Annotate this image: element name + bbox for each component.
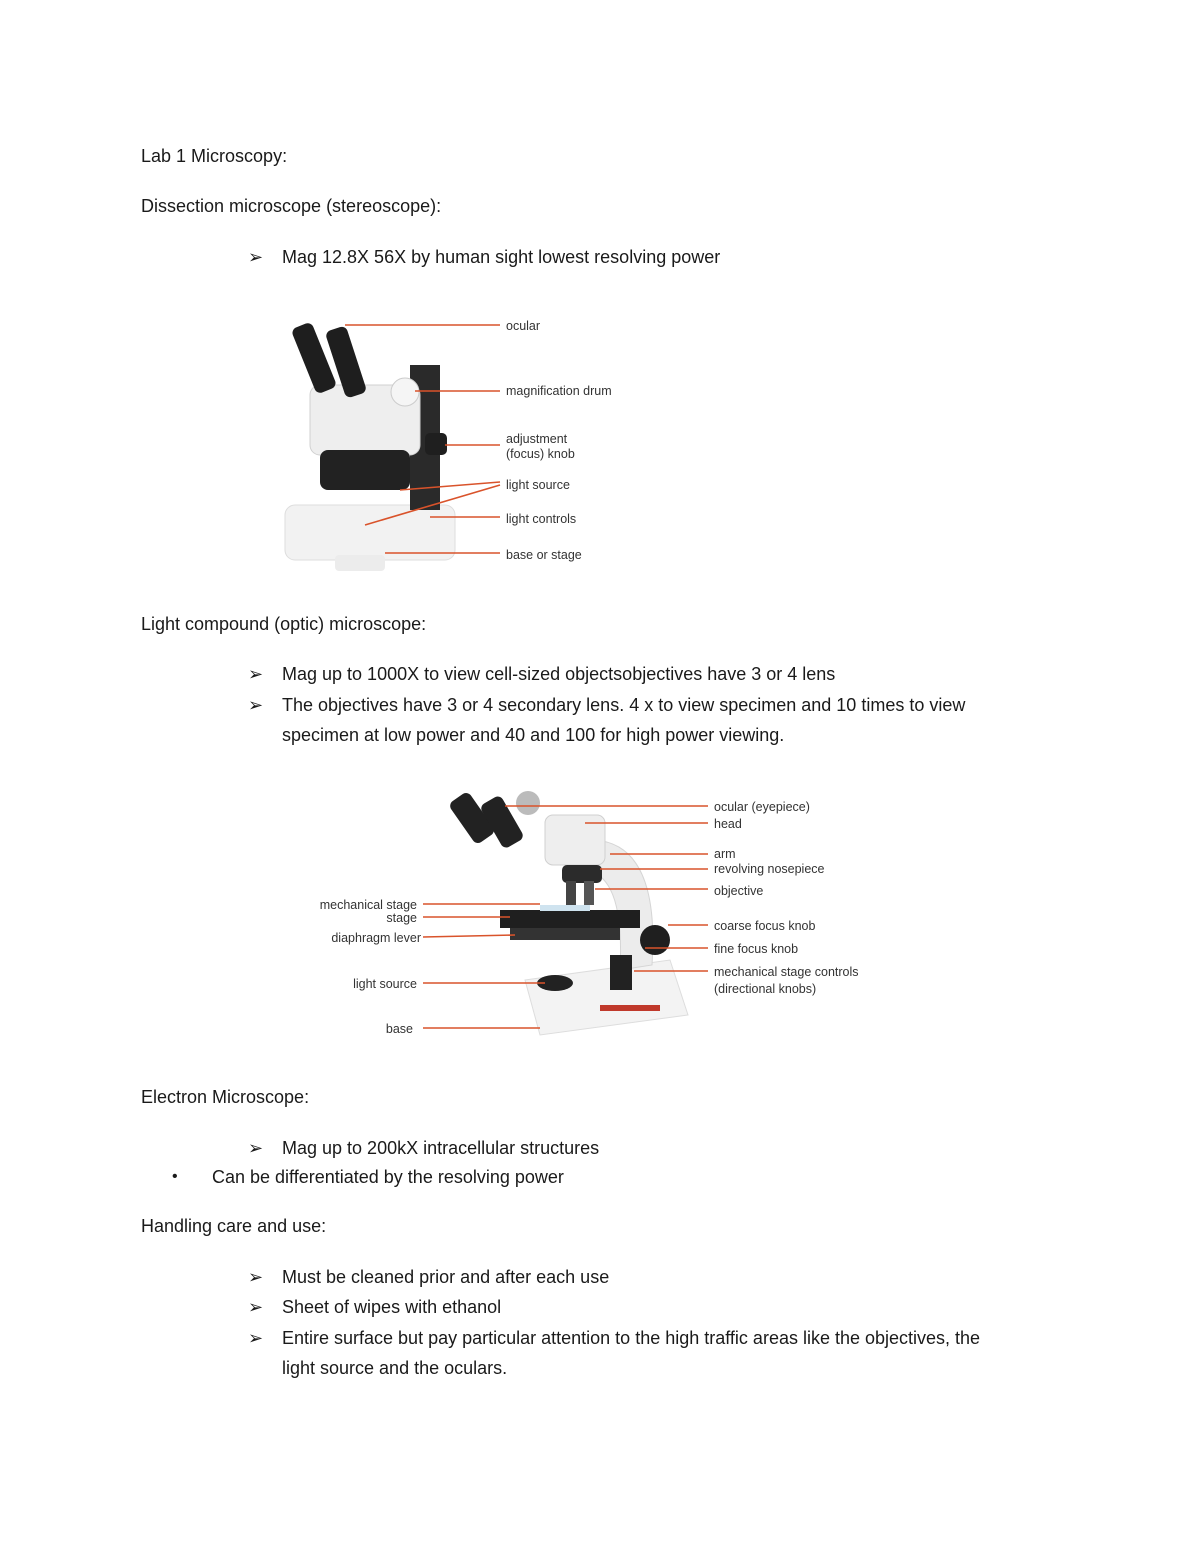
- label-revolving-nosepiece: revolving nosepiece: [714, 862, 825, 876]
- label-objective: objective: [714, 884, 764, 898]
- label-stage: stage: [386, 911, 417, 925]
- bullet-text: The objectives have 3 or 4 secondary lens. 4 x to view specimen and 10 times to view: [282, 695, 966, 715]
- arrow-bullet-icon: ➢: [248, 1267, 264, 1287]
- stereo-microscope-figure: [275, 305, 635, 585]
- arrow-bullet-icon: ➢: [248, 664, 264, 684]
- label-ocular: ocular: [506, 319, 541, 333]
- label-ocular-eyepiece: ocular (eyepiece): [714, 800, 810, 814]
- label-base: base: [385, 1022, 413, 1036]
- bullet-text: Mag up to 1000X to view cell-sized objectsobjectives have 3 or 4 lens: [282, 664, 836, 684]
- label-magnification-drum: magnification drum: [506, 384, 612, 398]
- label-focus-knob: (focus) knob: [506, 447, 575, 461]
- label-arm: arm: [714, 847, 736, 861]
- arrow-bullet-icon: ➢: [248, 1328, 264, 1348]
- bullet-text: Mag up to 200kX intracellular structures: [282, 1138, 600, 1158]
- section-heading-dissection: Dissection microscope (stereoscope):: [141, 196, 442, 216]
- label-light-controls: light controls: [506, 512, 577, 526]
- label-head: head: [714, 817, 742, 831]
- bullet-text: Sheet of wipes with ethanol: [282, 1297, 502, 1317]
- label-adjustment: adjustment: [506, 432, 568, 446]
- label-light-source: light source: [506, 478, 570, 492]
- label-diaphragm-lever: diaphragm lever: [331, 931, 421, 945]
- label-mechanical-stage: mechanical stage: [319, 898, 417, 912]
- page-title: Lab 1 Microscopy:: [141, 146, 288, 166]
- dot-bullet-icon: •: [172, 1168, 178, 1185]
- label-base-or-stage: base or stage: [506, 548, 582, 562]
- bullet-text: Mag 12.8X 56X by human sight lowest resolving power: [282, 247, 721, 267]
- bullet-text: Must be cleaned prior and after each use: [282, 1267, 610, 1287]
- label-coarse-focus-knob: coarse focus knob: [714, 919, 816, 933]
- section-heading-electron: Electron Microscope:: [141, 1087, 310, 1107]
- section-heading-handling: Handling care and use:: [141, 1216, 327, 1236]
- bullet-text: Entire surface but pay particular attention to the high traffic areas like the objectives, the: [282, 1328, 981, 1348]
- bullet-text-continued: specimen at low power and 40 and 100 for high power viewing.: [282, 725, 785, 745]
- arrow-bullet-icon: ➢: [248, 247, 264, 267]
- label-light-source: light source: [353, 977, 417, 991]
- dot-bullet-text: Can be differentiated by the resolving power: [212, 1167, 564, 1187]
- arrow-bullet-icon: ➢: [248, 695, 264, 715]
- bullet-text-continued: light source and the oculars.: [282, 1358, 508, 1378]
- compound-microscope-figure: [300, 785, 890, 1055]
- label-mechanical-stage-controls: mechanical stage controls: [714, 965, 859, 979]
- arrow-bullet-icon: ➢: [248, 1138, 264, 1158]
- arrow-bullet-icon: ➢: [248, 1297, 264, 1317]
- label-directional-knobs: (directional knobs): [714, 982, 817, 996]
- section-heading-compound: Light compound (optic) microscope:: [141, 614, 427, 634]
- label-fine-focus-knob: fine focus knob: [714, 942, 799, 956]
